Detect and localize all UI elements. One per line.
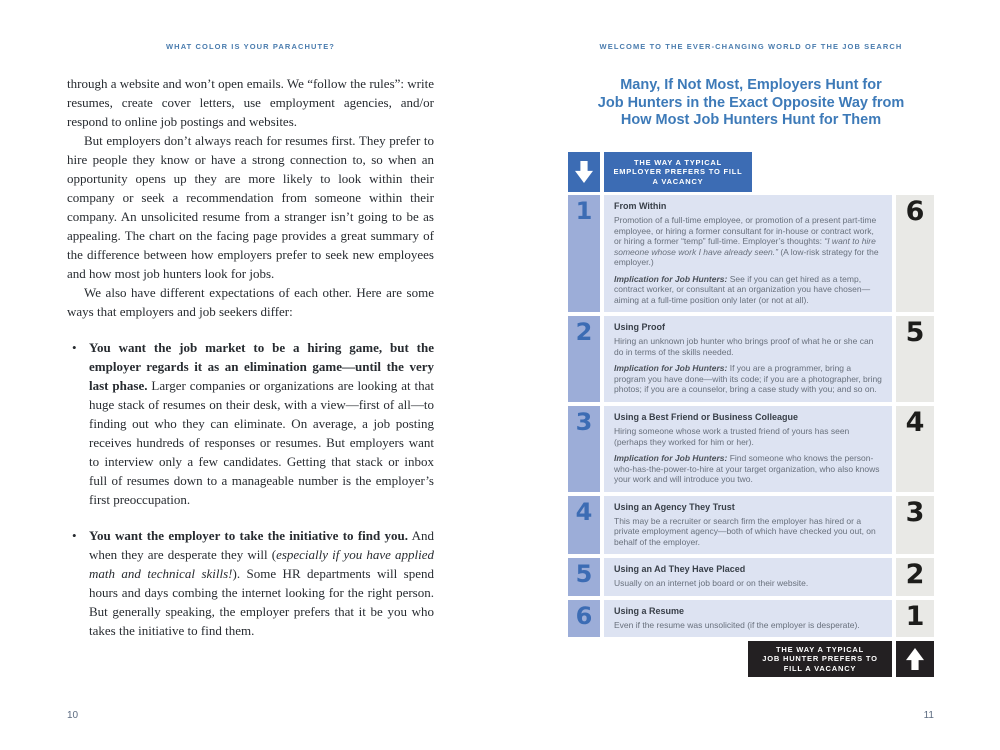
arrow-up-icon (906, 648, 924, 670)
chapter-chart-title (553, 77, 949, 130)
arrow-down-icon (575, 161, 593, 183)
employer-rank: 4 (568, 496, 600, 555)
chart-footer (568, 641, 934, 677)
job-hunter-rank: 1 (896, 600, 934, 638)
employer-rank: 6 (568, 600, 600, 638)
table-row (568, 195, 934, 312)
method-title: Using a Best Friend or Business Colleague (614, 412, 799, 422)
job-hunter-rank: 3 (896, 496, 934, 555)
employer-rank: 3 (568, 406, 600, 492)
implication: Implication for Job Hunters: Find someone who knows the person-who-has-the-power-to-hire at your target organization, who also knows your work and will introduce you two. (614, 453, 880, 484)
method-description: Promotion of a full-time employee, or promotion of a present part-time employee, or hiring a former consultant for in-house or contract work, or hiring a former “temp” full-time. Employer’s thoughts: “I want to hire someone whose work I have already seen.” (A low-risk strategy for the employer.) (614, 215, 879, 267)
method-title: Using an Agency They Trust (614, 501, 735, 512)
method-description: Usually on an internet job board or on their website. (614, 578, 809, 588)
table-row (568, 600, 934, 638)
job-hunter-rank: 2 (896, 558, 934, 596)
method-cell (604, 558, 892, 596)
method-title: Using Proof (614, 322, 665, 332)
method-cell (604, 496, 892, 555)
left-page-body (67, 74, 434, 640)
list-item (67, 338, 434, 509)
method-description: Hiring someone whose work a trusted friend of yours has seen (perhaps they worked for him or her). (614, 426, 850, 447)
paragraph: through a website and won’t open emails. We “follow the rules”: write resumes, create cover letters, use employment agencies, and/or respond to online job postings and websites. (67, 76, 434, 129)
job-hunter-rank: 4 (896, 406, 934, 492)
job-hunter-arrow-cell (896, 641, 934, 677)
method-description: Even if the resume was unsolicited (if the employer is desperate). (614, 619, 860, 630)
job-hunter-header-label: THE WAY A TYPICAL JOB HUNTER PREFERS TO FILL A VACANCY (748, 641, 892, 677)
job-hunter-rank: 5 (896, 316, 934, 402)
employer-rank: 1 (568, 195, 600, 312)
list-item (67, 526, 434, 640)
method-cell (604, 406, 892, 492)
method-cell (604, 195, 892, 312)
paragraph: But employers don’t always reach for resumes first. They prefer to hire people they know or have a strong connection to, so when an opportunity opens up they are more likely to look within their company or seek a recommendation from someone within their company. An unsolicited resume from a stranger isn’t going to be as appealing. The chart on the facing page provides a great summary of the difference between how employers prefer to seek new employees and how most job hunters look for jobs. (67, 133, 434, 281)
bullet-lead-bold: You want the employer to take the initiative to find you. (89, 528, 409, 543)
implication: Implication for Job Hunters: See if you can get hired as a temp, contract worker, or consultant at an organization you have chosen—aiming at a full-time position only later (or not at all). (614, 273, 871, 305)
page-number-left: 10 (67, 710, 79, 721)
bullet-text: ). Some HR departments will spend hours and days combing the internet looking for the right person. But generally speaking, the employer prefers that it be you who takes the initiative to find them. (89, 566, 434, 638)
paragraph: We also have different expectations of each other. Here are some ways that employers and job seekers differ: (67, 285, 434, 319)
bullet-lead-bold: You want the job market to be a hiring game, but the employer regards it as an elimination game—until the very last phase. (89, 340, 434, 393)
method-cell (604, 316, 892, 402)
table-row (568, 496, 934, 555)
title-line: Job Hunters in the Exact Opposite Way from (597, 94, 905, 111)
bullet-list (67, 338, 434, 640)
bullet-text-italic: especially if you have applied math and technical skills! (89, 547, 434, 581)
method-description: Hiring an unknown job hunter who brings proof of what he or she can do in terms of the skills needed. (614, 336, 874, 357)
method-description: This may be a recruiter or search firm the employer has hired or a private employment agency—both of which have checked you out, on behalf of the employer. (614, 515, 876, 547)
employer-header-label: THE WAY A TYPICAL EMPLOYER PREFERS TO FILL A VACANCY (604, 152, 752, 192)
running-head-right: WELCOME TO THE EVER-CHANGING WORLD OF THE JOB SEARCH (599, 42, 903, 51)
job-hunter-rank: 6 (896, 195, 934, 312)
table-row (568, 316, 934, 402)
page-number-right: 11 (923, 710, 934, 721)
method-title: Using an Ad They Have Placed (614, 564, 746, 574)
running-head-left: WHAT COLOR IS YOUR PARACHUTE? (166, 42, 335, 51)
employer-rank: 5 (568, 558, 600, 596)
bullet-text: Larger companies or organizations are looking at that huge stack of resumes on their desk, with a view—first of all—to finding out who they can eliminate. On average, a job posting receives hundreds of responses or resumes. But employers want to interview only a few candidates. Getting that stack or inbox full of resumes down to a manageable number is the employer’s first preoccupation. (89, 378, 434, 507)
method-cell (604, 600, 892, 638)
employer-arrow-cell (568, 152, 600, 192)
title-line: Many, If Not Most, Employers Hunt for (620, 77, 882, 93)
bullet-icon: • (72, 528, 77, 543)
implication: Implication for Job Hunters: If you are a programmer, bring a program you have done—with its code; if you are a photographer, bring photos; if you are a counselor, bring a case study with you; and so on. (614, 363, 882, 394)
method-title: Using a Resume (614, 605, 685, 616)
employer-rank: 2 (568, 316, 600, 402)
bullet-text: And when they are desperate they will ( (89, 528, 434, 562)
table-row (568, 406, 934, 492)
title-line: How Most Job Hunters Hunt for Them (620, 112, 882, 128)
method-title: From Within (614, 201, 667, 211)
bullet-icon: • (72, 340, 77, 355)
chart-header (568, 152, 934, 192)
comparison-chart (568, 152, 934, 677)
table-row (568, 558, 934, 596)
